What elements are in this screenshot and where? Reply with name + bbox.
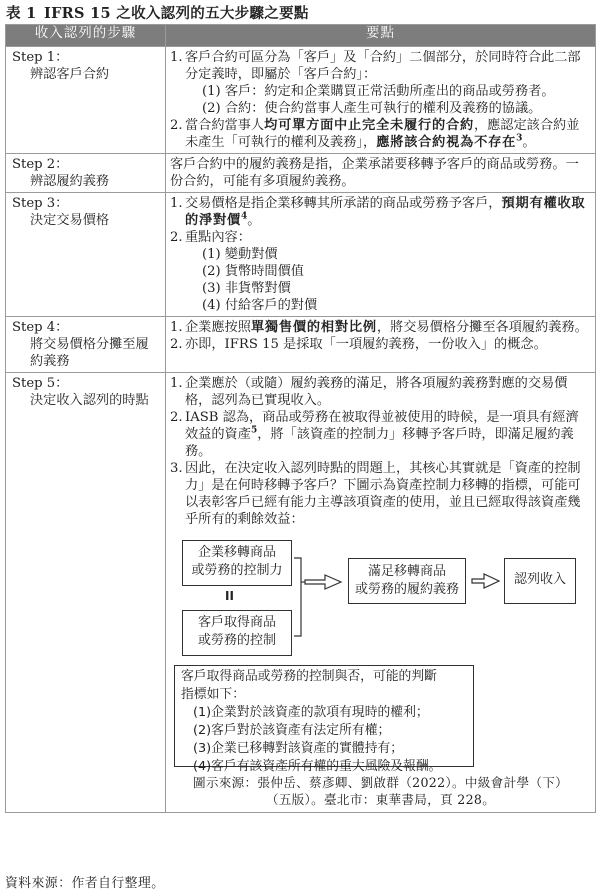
item-number: 1.: [170, 376, 183, 391]
header-steps: 收入認列的步驟: [6, 25, 166, 47]
step-row-4: [6, 317, 596, 373]
emphasis-text: 應將該合約視為不存在: [376, 135, 517, 150]
item-text: ，將「該資產的控制力」移轉予客戶時，即滿足履約義務。: [185, 427, 574, 459]
item-number: 3.: [170, 461, 183, 476]
step-name: 辨認履約義務: [30, 174, 110, 189]
item-number: 2.: [170, 118, 183, 133]
item-text: ，應認定該合約並未產生「可執行的權利及義務」，: [185, 118, 580, 150]
table-number: 表 1: [6, 5, 37, 22]
sub-item: (4) 付給客戶的對價: [202, 298, 318, 313]
item-text: 重點內容：: [185, 230, 251, 245]
equal-sign: II: [225, 589, 234, 603]
step-name: 將交易價格分攤至履約義務: [30, 337, 149, 369]
box-line: 或勞務的控制力: [191, 563, 283, 578]
sub-item: (2) 合約：使合約當事人產生可執行的權利及義務的協議。: [202, 101, 542, 116]
header-key-points: 要點: [166, 25, 596, 47]
item-text: 亦即，IFRS 15 是採取「一項履約義務，一份收入」的概念。: [185, 337, 547, 352]
item-text: ，將交易價格分攤至各項履約義務。: [376, 320, 588, 335]
header-row: [6, 25, 596, 47]
indicator-item: (4)客戶有該資產所有權的重大風險及報酬。: [193, 759, 442, 774]
item-number: 1.: [170, 196, 183, 211]
list-item: [170, 409, 591, 460]
item-text: 。: [247, 213, 261, 228]
arrow-to-recognize: [472, 574, 499, 588]
data-source-note: 資料來源：作者自行整理。: [5, 876, 165, 891]
figure-source-line: （五版）。臺北市：東華書局，頁 228。: [265, 792, 496, 807]
box-customer-obtains-control: [182, 610, 292, 656]
table-title: IFRS 15 之收入認列的五大步驟之要點: [44, 5, 309, 22]
step-name: 辨認客戶合約: [30, 67, 110, 82]
step-content-4: [166, 317, 596, 373]
item-text: 交易價格是指企業移轉其所承諾的商品或勞務予客戶，: [185, 196, 502, 211]
item-text: 客戶合約中的履約義務是指，企業承諾要移轉予客戶的商品或勞務。一份合約，可能有多項履約義務。: [170, 157, 579, 189]
box-line: 客戶取得商品或勞務的控制與否，可能的判斷: [181, 669, 437, 684]
step-content-5: [166, 373, 596, 813]
step-cell-3: [6, 193, 166, 317]
table-caption: [6, 2, 309, 23]
step-cell-4: [6, 317, 166, 373]
emphasis-text: 均可單方面中止完全未履行的合約: [264, 118, 474, 133]
list-item: [170, 117, 591, 151]
step-name: 決定收入認列的時點: [30, 393, 149, 408]
box-line: 指標如下：: [181, 687, 245, 702]
step-label: Step 4：: [12, 320, 69, 335]
sub-item: (1) 變動對價: [202, 247, 278, 262]
item-text: 。: [522, 135, 536, 150]
step-content-2: [166, 154, 596, 193]
figure-source: [170, 774, 591, 808]
bracket-connector: [294, 558, 301, 636]
step-label: Step 1：: [12, 50, 69, 65]
five-steps-table: [5, 24, 596, 813]
step-content-3: [166, 193, 596, 317]
indicator-item: (2)客戶對於該資產有法定所有權；: [193, 723, 391, 738]
item-number: 1.: [170, 320, 183, 335]
step-label: Step 5：: [12, 376, 69, 391]
indicator-item: (1)企業對於該資產的款項有現時的權利；: [193, 705, 429, 720]
step-row-3: [6, 193, 596, 317]
step-cell-2: [6, 154, 166, 193]
arrow-to-satisfy: [305, 575, 341, 589]
indicator-item: (3)企業已移轉對該資產的實體持有；: [193, 741, 404, 756]
step-label: Step 3：: [12, 196, 69, 211]
list-item: [170, 319, 591, 336]
step-label: Step 2：: [12, 157, 69, 172]
box-line: 滿足移轉商品: [367, 564, 446, 579]
item-number: 2.: [170, 230, 183, 245]
sub-item: (3) 非貨幣對價: [202, 281, 291, 296]
item-text: 企業應於（或隨）履約義務的滿足，將各項履約義務對應的交易價格，認列為已實現收入。: [185, 376, 568, 408]
emphasis-text: 單獨售價的相對比例: [250, 320, 377, 335]
emphasis-text: 預期有權收取的淨對價: [185, 196, 586, 228]
sub-item: (2) 貨幣時間價值: [202, 264, 304, 279]
list-item: [170, 229, 591, 314]
box-line: 企業移轉商品: [197, 545, 276, 560]
item-number: 2.: [170, 337, 183, 352]
item-text: 客戶合約可區分為「客戶」及「合約」二個部分，於同時符合此二部分定義時，即屬於「客戶合約」：: [185, 50, 581, 82]
figure-source-line: 圖示來源：張仲岳、蔡彥卿、劉啟群（2022）。中級會計學（下）: [192, 775, 569, 790]
step-row-1: [6, 47, 596, 154]
list-item: [170, 195, 591, 229]
item-number: 2.: [170, 410, 183, 425]
sub-item: (1) 客戶：約定和企業購買正常活動所產出的商品或勞務者。: [202, 84, 555, 99]
step-cell-5: [6, 373, 166, 813]
box-recognize-revenue: 認列收入: [504, 558, 576, 604]
footnote-ref: 3: [516, 133, 523, 144]
control-transfer-diagram: [170, 536, 589, 774]
footnote-ref: 5: [250, 425, 258, 436]
step-cell-1: [6, 47, 166, 154]
list-item: [170, 375, 591, 409]
step-row-2: [6, 154, 596, 193]
list-item: [170, 49, 591, 117]
footnote-ref: 4: [240, 211, 248, 222]
box-line: 或勞務的控制: [197, 633, 276, 648]
item-number: 1.: [170, 50, 183, 65]
item-text: 當合約當事人: [185, 118, 265, 133]
item-text: IASB 認為，商品或勞務在被取得並被使用的時候，是一項具有經濟效益的資產: [185, 410, 579, 442]
list-item: [170, 336, 591, 353]
item-text: 企業應按照: [185, 320, 251, 335]
box-control-indicators: [174, 665, 474, 774]
step-name: 決定交易價格: [30, 213, 110, 228]
item-text: 因此，在決定收入認列時點的問題上，其核心其實就是「資產的控制力」是在何時移轉予客戶？下圖示為資產控制力移轉的指標，可能可以表彰客戶已經有能力主導該項資產的使用，並且已經取得該資產幾乎所有的剩餘效益：: [185, 461, 581, 527]
box-company-transfers-control: [182, 540, 292, 586]
box-satisfy-obligation: [348, 558, 466, 604]
step-row-5: [6, 373, 596, 813]
box-line: 或勞務的履約義務: [354, 582, 459, 597]
list-item: [170, 460, 591, 528]
box-line: 客戶取得商品: [197, 615, 276, 630]
step-content-1: [166, 47, 596, 154]
